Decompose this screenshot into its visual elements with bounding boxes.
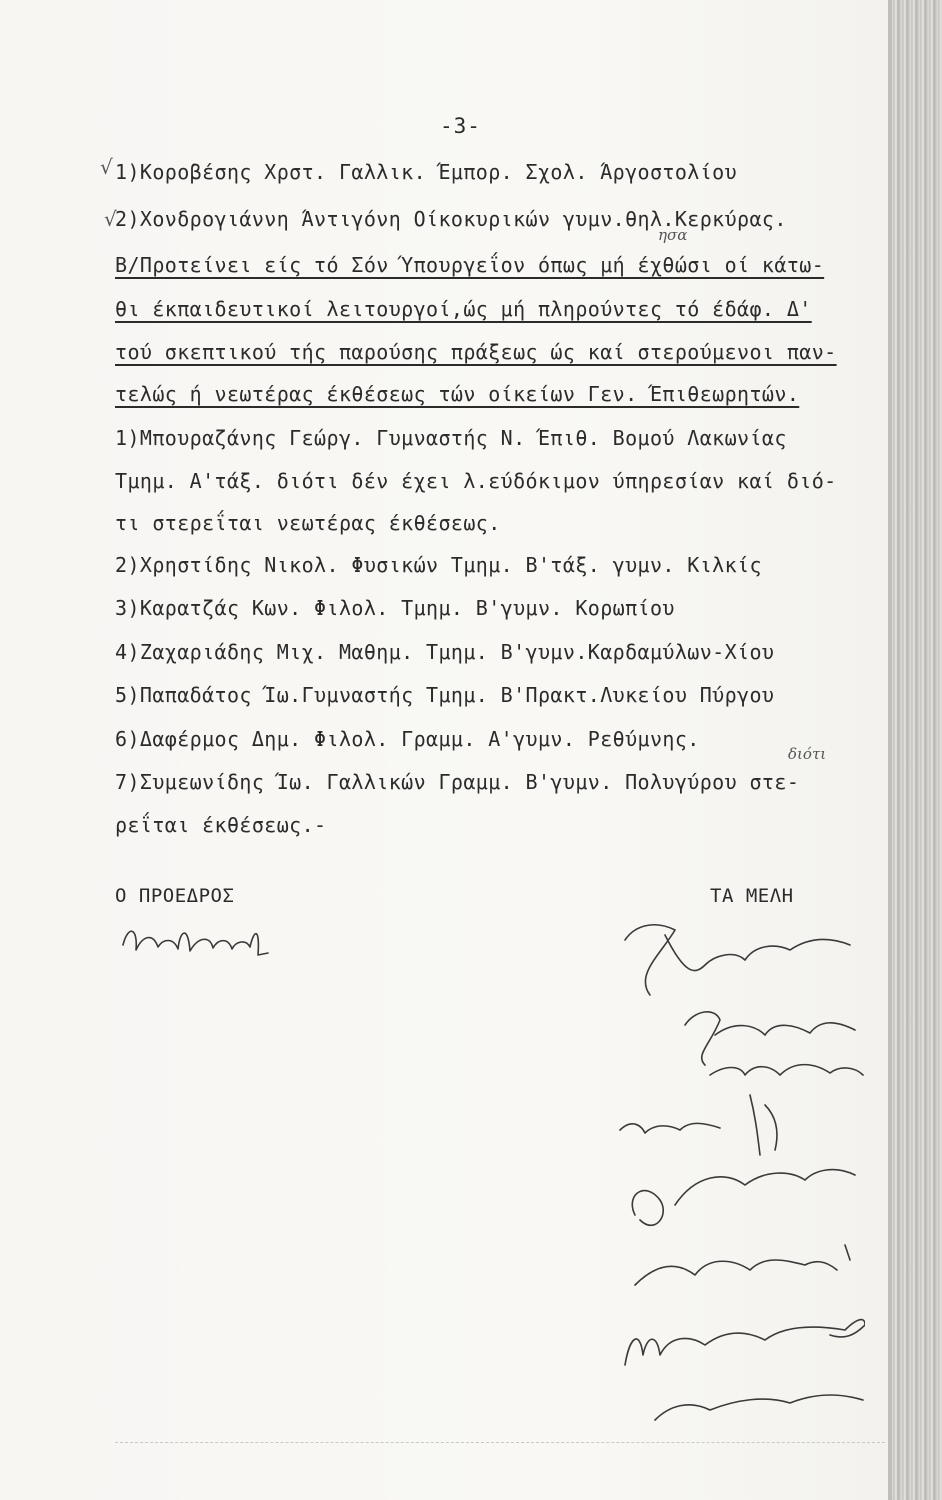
handwritten-insert: ησα — [658, 226, 688, 244]
check-mark-icon: √ — [104, 207, 117, 231]
president-heading: Ο ΠΡΟΕΔΡΟΣ — [115, 885, 235, 907]
bottom-border-line — [115, 1442, 885, 1443]
page-number: -3- — [440, 114, 481, 138]
text-line-underlined: θι έκπαιδευτικοί λειτουργοί,ώς μή πληρούντες τό έδάφ. Δ' — [115, 297, 812, 321]
text-line-underlined: τού σκεπτικού τής παρούσης πράξεως ώς καί στερούμενοι παν- — [115, 340, 837, 364]
text-line: 6)Δαφέρμος Δημ. Φιλολ. Γραμμ. Α'γυμν. Ρεθύμνης. — [115, 727, 700, 751]
text-line: 1)Μπουραζάνης Γεώργ. Γυμναστής Ν. Έπιθ. Βομού Λακωνίας — [115, 426, 787, 450]
text-line: 2)Χρηστίδης Νικολ. Φυσικών Τμημ. Β'τάξ. γυμν. Κιλκίς — [115, 553, 762, 577]
text-line: 1)Κοροβέσης Χρστ. Γαλλικ. Έμπορ. Σχολ. Άργοστολίου — [115, 160, 738, 184]
text-line: τι στερεΐται νεωτέρας έκθέσεως. — [115, 511, 501, 535]
text-line-underlined: Β/Προτείνει είς τό Σόν Ύπουργεΐον όπως μή έχθώσι οί κάτω- — [115, 253, 825, 277]
text-line: ρεΐται έκθέσεως.- — [115, 813, 327, 837]
text-line: Τμημ. Α'τάξ. διότι δέν έχει λ.εύδόκιμον ύπηρεσίαν καί διό- — [115, 469, 837, 493]
members-heading: ΤΑ ΜΕΛΗ — [710, 885, 794, 907]
handwritten-margin-note: διότι — [788, 745, 827, 763]
president-signature — [118, 915, 278, 970]
text-line-underlined: τελώς ή νεωτέρας έκθέσεως τών οίκείων Γεν. Έπιθεωρητών. — [115, 382, 800, 406]
text-line: 4)Ζαχαριάδης Μιχ. Μαθημ. Τμημ. Β'γυμν.Καρδαμύλων-Χίου — [115, 640, 775, 664]
check-mark-icon: √ — [100, 155, 113, 179]
members-signatures — [615, 915, 865, 1435]
text-line: 2)Χονδρογιάννη Άντιγόνη Οίκοκυρικών γυμν.θηλ.Κερκύρας. — [115, 207, 787, 231]
book-binding — [892, 0, 942, 1500]
text-line: 5)Παπαδάτος Ίω.Γυμναστής Τμημ. Β'Πρακτ.Λυκείου Πύργου — [115, 683, 775, 707]
text-line: 7)Συμεωνίδης Ίω. Γαλλικών Γραμμ. Β'γυμν. Πολυγύρου στε- — [115, 770, 800, 794]
text-line: 3)Καρατζάς Κων. Φιλολ. Τμημ. Β'γυμν. Κορωπίου — [115, 596, 675, 620]
